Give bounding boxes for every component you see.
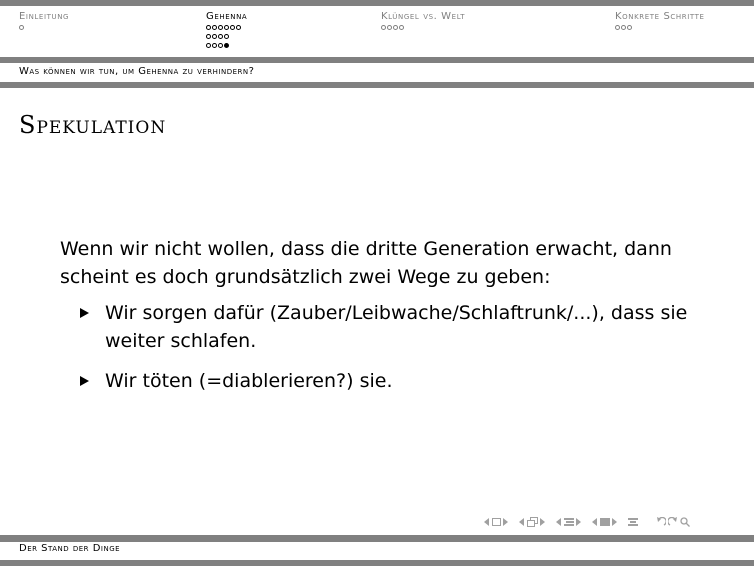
nav-dot-row <box>615 23 705 32</box>
nav-dot-row <box>381 23 465 32</box>
current-frame-dot[interactable] <box>224 43 229 48</box>
frame-dot[interactable] <box>387 25 392 30</box>
triangle-bullet-icon <box>80 376 89 386</box>
history-search-nav <box>656 517 690 527</box>
forward-icon[interactable] <box>668 517 678 527</box>
frame-dot[interactable] <box>212 34 217 39</box>
nav-dot-row <box>206 32 247 41</box>
document-icon[interactable] <box>628 517 638 527</box>
section-icon[interactable] <box>564 517 574 527</box>
bullet-text: Wir töten (=diablerieren?) sie. <box>105 370 393 392</box>
nav-section-konkrete-schritte[interactable] <box>615 11 705 32</box>
frame-dot[interactable] <box>393 25 398 30</box>
nav-section-dots <box>381 23 465 32</box>
nav-section-einleitung[interactable] <box>19 11 69 32</box>
frame-dot[interactable] <box>212 25 217 30</box>
nav-dot-row <box>206 23 247 32</box>
intro-paragraph <box>60 235 700 291</box>
bullet-item <box>60 367 700 395</box>
nav-section-title[interactable]: Einleitung <box>19 11 70 22</box>
frame-body <box>60 235 700 407</box>
back-icon[interactable] <box>656 517 666 527</box>
frame-dot[interactable] <box>224 34 229 39</box>
footline-title: Der Stand der Dinge <box>19 543 121 554</box>
frame-dot[interactable] <box>206 25 211 30</box>
frame-dot[interactable] <box>615 25 620 30</box>
frame-dot[interactable] <box>381 25 386 30</box>
frame-dot[interactable] <box>621 25 626 30</box>
frame-dot[interactable] <box>399 25 404 30</box>
subsection-icon[interactable] <box>527 517 538 527</box>
navigation-symbols <box>484 514 690 530</box>
nav-dot-row <box>206 41 247 50</box>
frame-dot[interactable] <box>218 25 223 30</box>
frame-dot[interactable] <box>230 25 235 30</box>
section-prev-icon[interactable] <box>556 518 562 526</box>
section-next-icon[interactable] <box>576 518 582 526</box>
nav-section-title[interactable]: Konkrete Schritte <box>615 11 705 22</box>
frame-dot[interactable] <box>218 34 223 39</box>
nav-section-gehenna[interactable] <box>206 11 247 50</box>
frame-nav <box>484 518 509 526</box>
nav-section-dots <box>19 23 69 32</box>
subsection-bar <box>0 63 754 82</box>
intro-text: Wenn wir nicht wollen, dass die dritte Generation erwacht, dann scheint es doch grundsätzlich zwei Wege zu geben: <box>60 238 672 288</box>
frame-next-icon[interactable] <box>503 518 509 526</box>
frame-prev-icon[interactable] <box>484 518 490 526</box>
headline-navigation <box>0 6 754 57</box>
frame-dot[interactable] <box>236 25 241 30</box>
appendix-nav <box>592 517 618 527</box>
nav-section-title[interactable]: Klüngel vs. Welt <box>381 11 466 22</box>
frame-dot[interactable] <box>224 25 229 30</box>
appendix-prev-icon[interactable] <box>592 518 598 526</box>
nav-section-dots <box>206 23 247 50</box>
frame-dot[interactable] <box>218 43 223 48</box>
appendix-next-icon[interactable] <box>612 518 618 526</box>
subsection-next-icon[interactable] <box>540 518 546 526</box>
subsection-nav <box>519 517 546 527</box>
nav-section-title[interactable]: Gehenna <box>206 11 248 22</box>
document-nav <box>628 517 638 527</box>
search-icon[interactable] <box>680 517 690 527</box>
nav-section-kluengel-vs-welt[interactable] <box>381 11 465 32</box>
frame-dot[interactable] <box>206 34 211 39</box>
subsection-rule-bottom <box>0 82 754 88</box>
footline-rule-top <box>0 535 754 542</box>
bullet-list <box>60 299 700 395</box>
section-nav <box>556 517 582 527</box>
triangle-bullet-icon <box>80 308 89 318</box>
appendix-icon[interactable] <box>600 517 610 527</box>
bullet-item <box>60 299 700 355</box>
frame-icon[interactable] <box>492 518 501 526</box>
bullet-text: Wir sorgen dafür (Zauber/Leibwache/Schlaftrunk/...), dass sie weiter schlafen. <box>105 302 688 352</box>
subsection-title[interactable]: Was können wir tun, um Gehenna zu verhindern? <box>19 66 255 77</box>
frame-dot[interactable] <box>627 25 632 30</box>
frame-dot[interactable] <box>206 43 211 48</box>
footline-rule-bottom <box>0 560 754 566</box>
frame-dot[interactable] <box>212 43 217 48</box>
frame-dot[interactable] <box>19 25 24 30</box>
frame-title: Spekulation <box>19 111 167 139</box>
nav-section-dots <box>615 23 705 32</box>
nav-dot-row <box>19 23 69 32</box>
subsection-prev-icon[interactable] <box>519 518 525 526</box>
